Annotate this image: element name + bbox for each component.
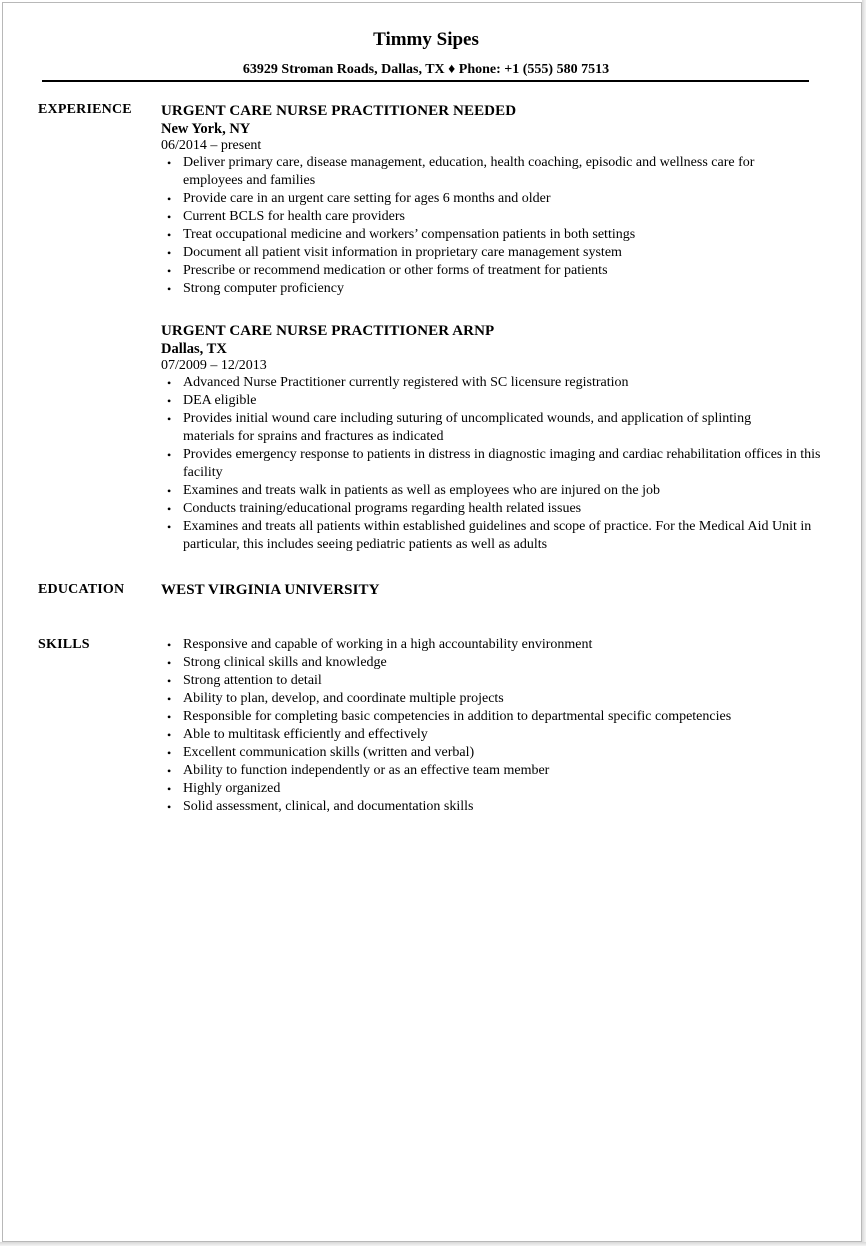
list-item: • Solid assessment, clinical, and documentation skills [161, 798, 831, 816]
list-item: • Prescribe or recommend medication or other forms of treatment for patients [161, 262, 831, 280]
job-title: URGENT CARE NURSE PRACTITIONER NEEDED [161, 103, 517, 119]
list-item: • Examines and treats walk in patients as well as employees who are injured on the job [161, 482, 831, 500]
list-item: • Able to multitask efficiently and effectively [161, 726, 831, 744]
list-item: • Current BCLS for health care providers [161, 208, 831, 226]
skills-section-label: SKILLS [38, 637, 90, 652]
experience-entry [161, 322, 831, 554]
job-dates: 06/2014 – present [161, 138, 262, 153]
list-item: • Strong attention to detail [161, 672, 831, 690]
list-item: • Advanced Nurse Practitioner currently registered with SC licensure registration [161, 374, 831, 392]
job-duties-list [161, 154, 831, 298]
job-dates: 07/2009 – 12/2013 [161, 358, 267, 373]
list-item: • Excellent communication skills (written and verbal) [161, 744, 831, 762]
page-shadow-bottom [0, 1242, 866, 1246]
page-shadow-right [862, 0, 866, 1246]
list-item: • Strong clinical skills and knowledge [161, 654, 831, 672]
job-title: URGENT CARE NURSE PRACTITIONER ARNP [161, 323, 495, 339]
list-item: • Responsible for completing basic competencies in addition to departmental specific competencies [161, 708, 831, 726]
contact-info: 63929 Stroman Roads, Dallas, TX ♦ Phone: +1 (555) 580 7513 [242, 62, 610, 77]
experience-section-label: EXPERIENCE [38, 102, 132, 117]
list-item: • Conducts training/educational programs regarding health related issues [161, 500, 831, 518]
job-location: Dallas, TX [161, 341, 227, 357]
header-divider [42, 80, 809, 82]
list-item: • Ability to plan, develop, and coordinate multiple projects [161, 690, 831, 708]
education-entry [161, 582, 831, 599]
list-item: • Provides initial wound care including suturing of uncomplicated wounds, and application of splinting materials for sprains and fractures as indicated [161, 410, 791, 446]
list-item: • Ability to function independently or as an effective team member [161, 762, 831, 780]
list-item: • Responsive and capable of working in a high accountability environment [161, 636, 831, 654]
school-name: WEST VIRGINIA UNIVERSITY [161, 582, 380, 598]
list-item: • Deliver primary care, disease management, education, health coaching, episodic and wellness care for employees and families [161, 154, 791, 190]
list-item: • Treat occupational medicine and workers’ compensation patients in both settings [161, 226, 831, 244]
skills-entry [161, 636, 831, 816]
list-item: • Provides emergency response to patients in distress in diagnostic imaging and cardiac rehabilitation offices in this facility [161, 446, 823, 482]
candidate-name: Timmy Sipes [373, 29, 479, 50]
list-item: • DEA eligible [161, 392, 831, 410]
list-item: • Strong computer proficiency [161, 280, 831, 298]
list-item: • Document all patient visit information in proprietary care management system [161, 244, 831, 262]
job-location: New York, NY [161, 121, 251, 137]
education-section-label: EDUCATION [38, 582, 125, 597]
job-duties-list [161, 374, 831, 554]
list-item: • Provide care in an urgent care setting for ages 6 months and older [161, 190, 831, 208]
skills-list [161, 636, 831, 816]
list-item: • Examines and treats all patients within established guidelines and scope of practice. For the Medical Aid Unit in particular, this includes seeing pediatric patients as well as adults [161, 518, 813, 554]
experience-entry [161, 102, 831, 298]
list-item: • Highly organized [161, 780, 831, 798]
